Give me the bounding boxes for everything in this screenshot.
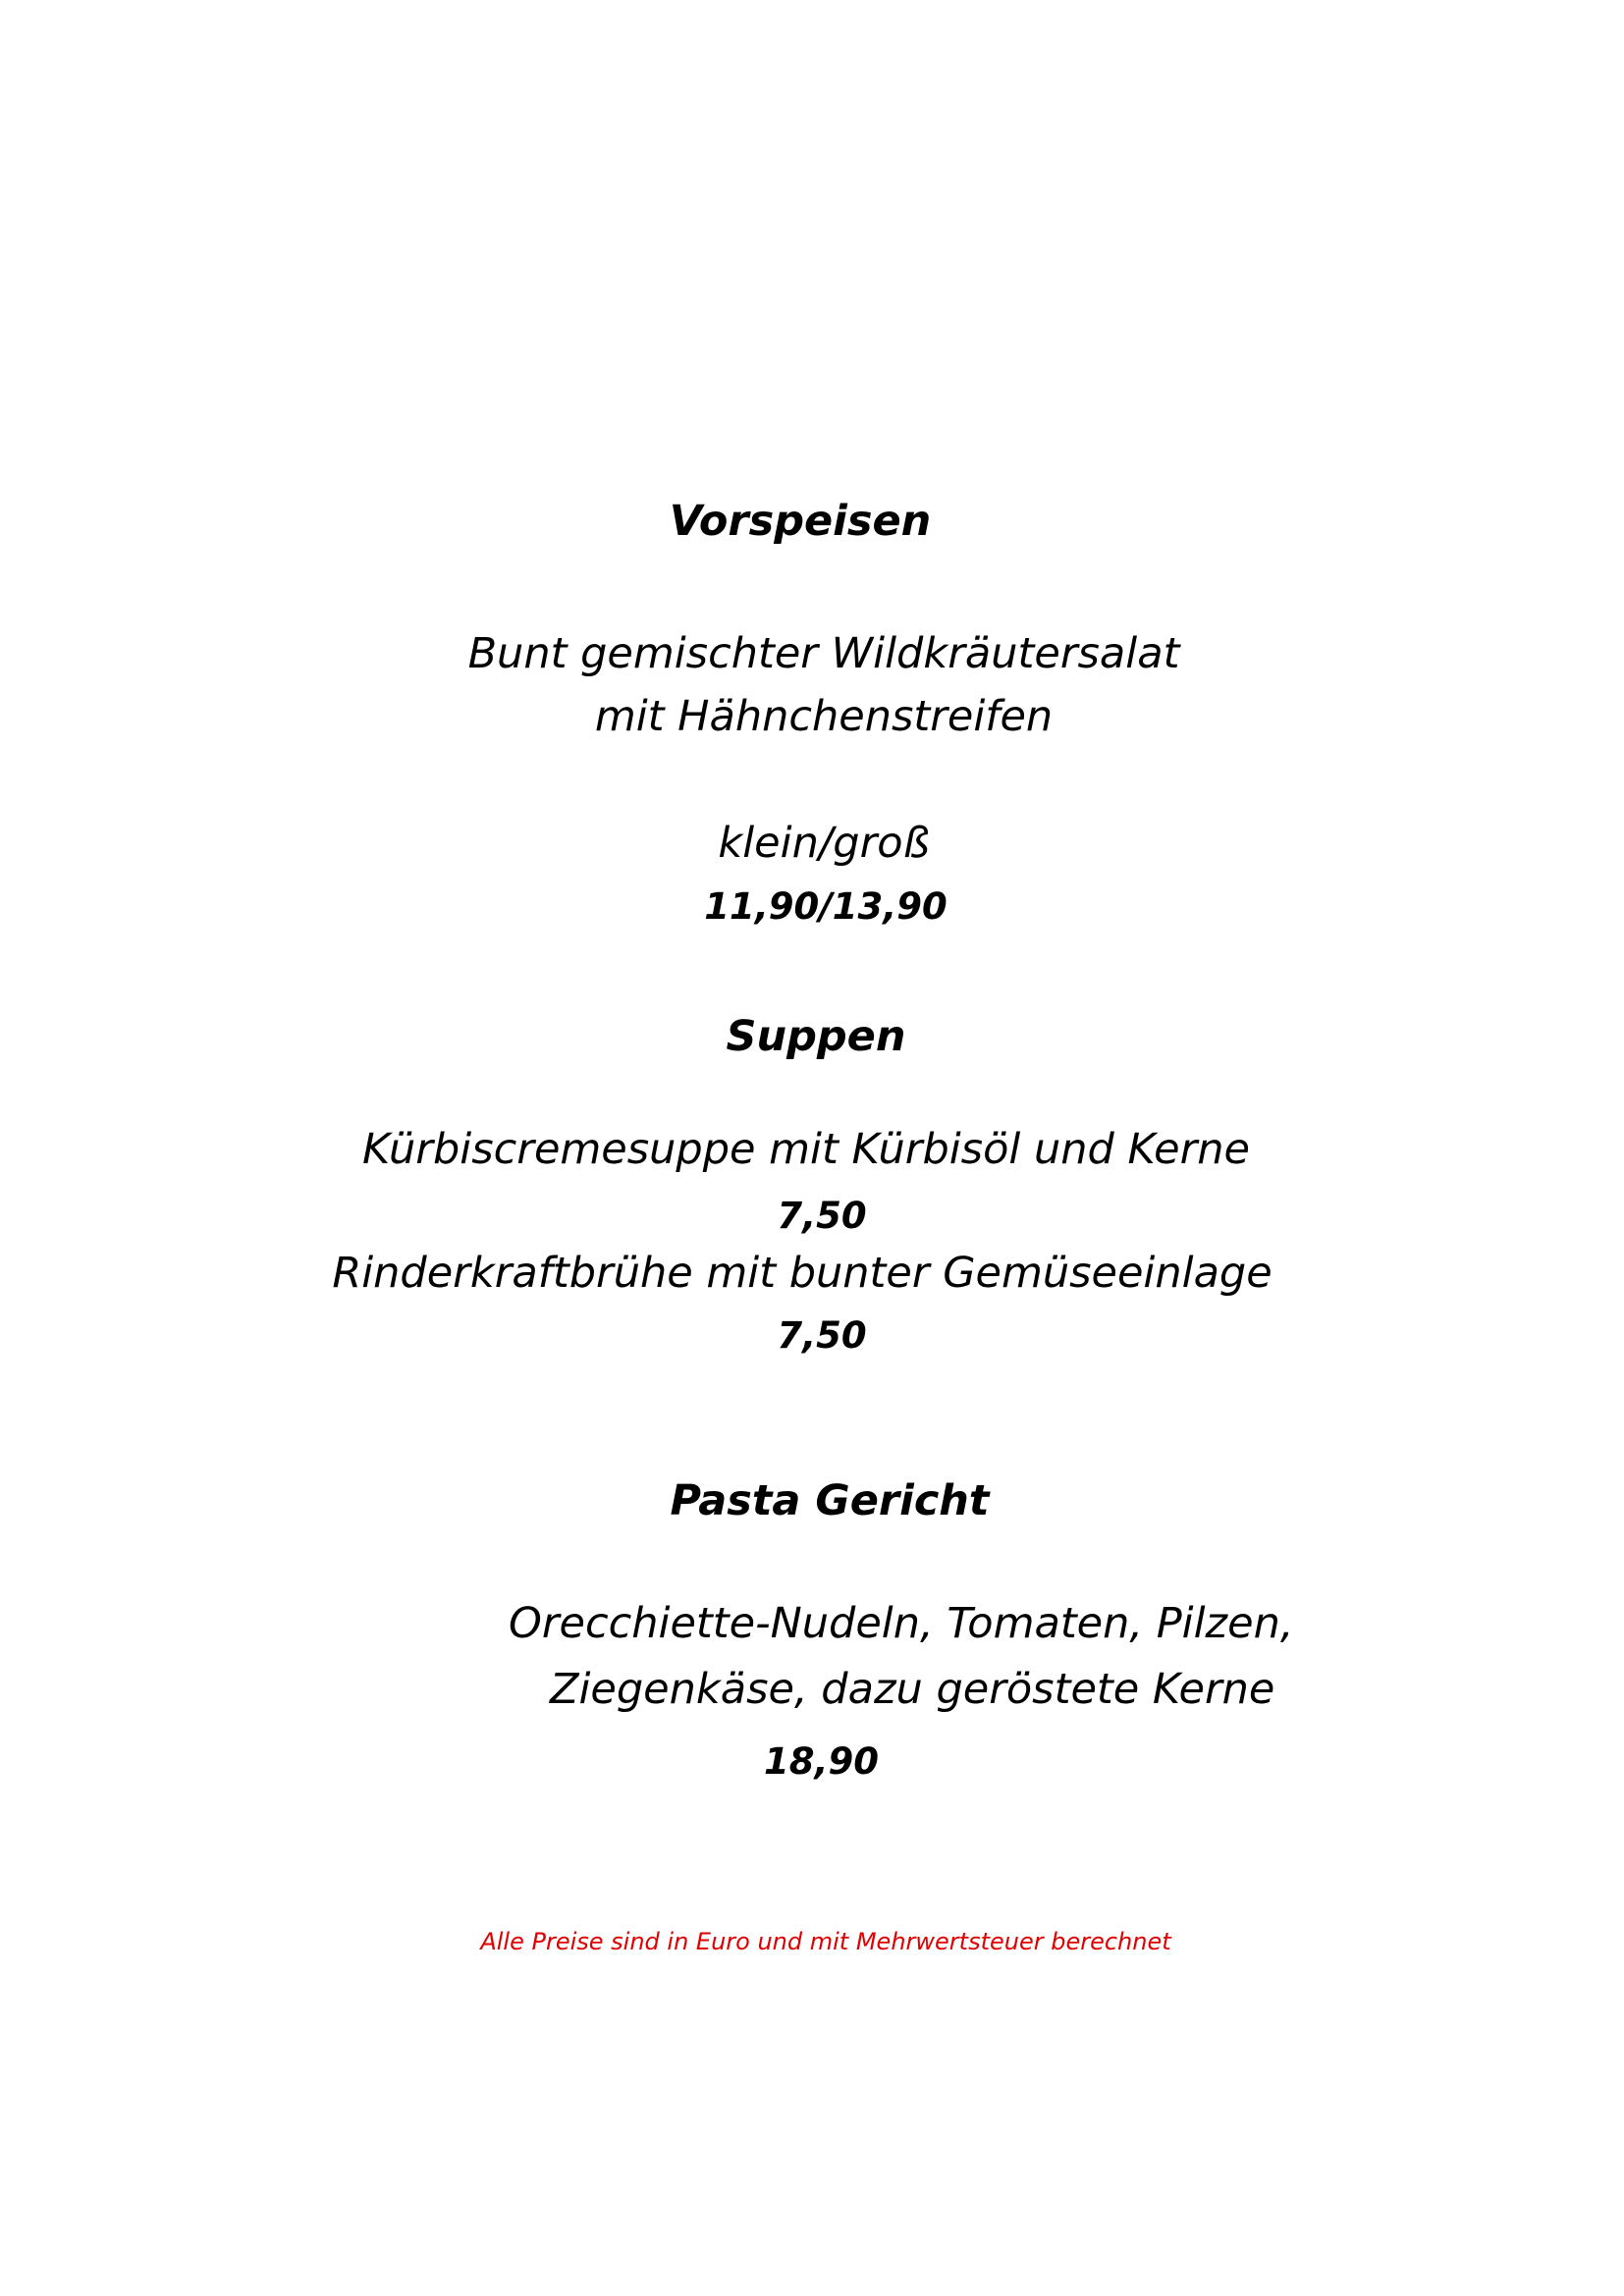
vorspeisen-item-line-2: mit Hähnchenstreifen — [594, 692, 1054, 741]
section-heading-pasta: Pasta Gericht — [670, 1476, 990, 1525]
section-heading-suppen: Suppen — [726, 1012, 906, 1061]
suppen-item-1-price: 7,50 — [777, 1195, 867, 1237]
suppen-item-1: Kürbiscremesuppe mit Kürbisöl und Kerne — [362, 1125, 1250, 1174]
vorspeisen-item-line-1: Bunt gemischter Wildkräutersalat — [467, 629, 1180, 678]
price-note: Alle Preise sind in Euro und mit Mehrwertsteuer berechnet — [480, 1928, 1171, 1955]
pasta-price: 18,90 — [764, 1740, 880, 1783]
suppen-item-2: Rinderkraftbrühe mit bunter Gemüseeinlage — [332, 1249, 1272, 1298]
section-heading-vorspeisen: Vorspeisen — [669, 497, 932, 546]
pasta-item-line-1: Orecchiette-Nudeln, Tomaten, Pilzen, — [509, 1599, 1294, 1648]
vorspeisen-size-label: klein/groß — [718, 819, 930, 868]
pasta-item-line-2: Ziegenkäse, dazu geröstete Kerne — [550, 1665, 1275, 1714]
vorspeisen-price: 11,90/13,90 — [704, 885, 947, 928]
suppen-item-2-price: 7,50 — [777, 1314, 867, 1357]
